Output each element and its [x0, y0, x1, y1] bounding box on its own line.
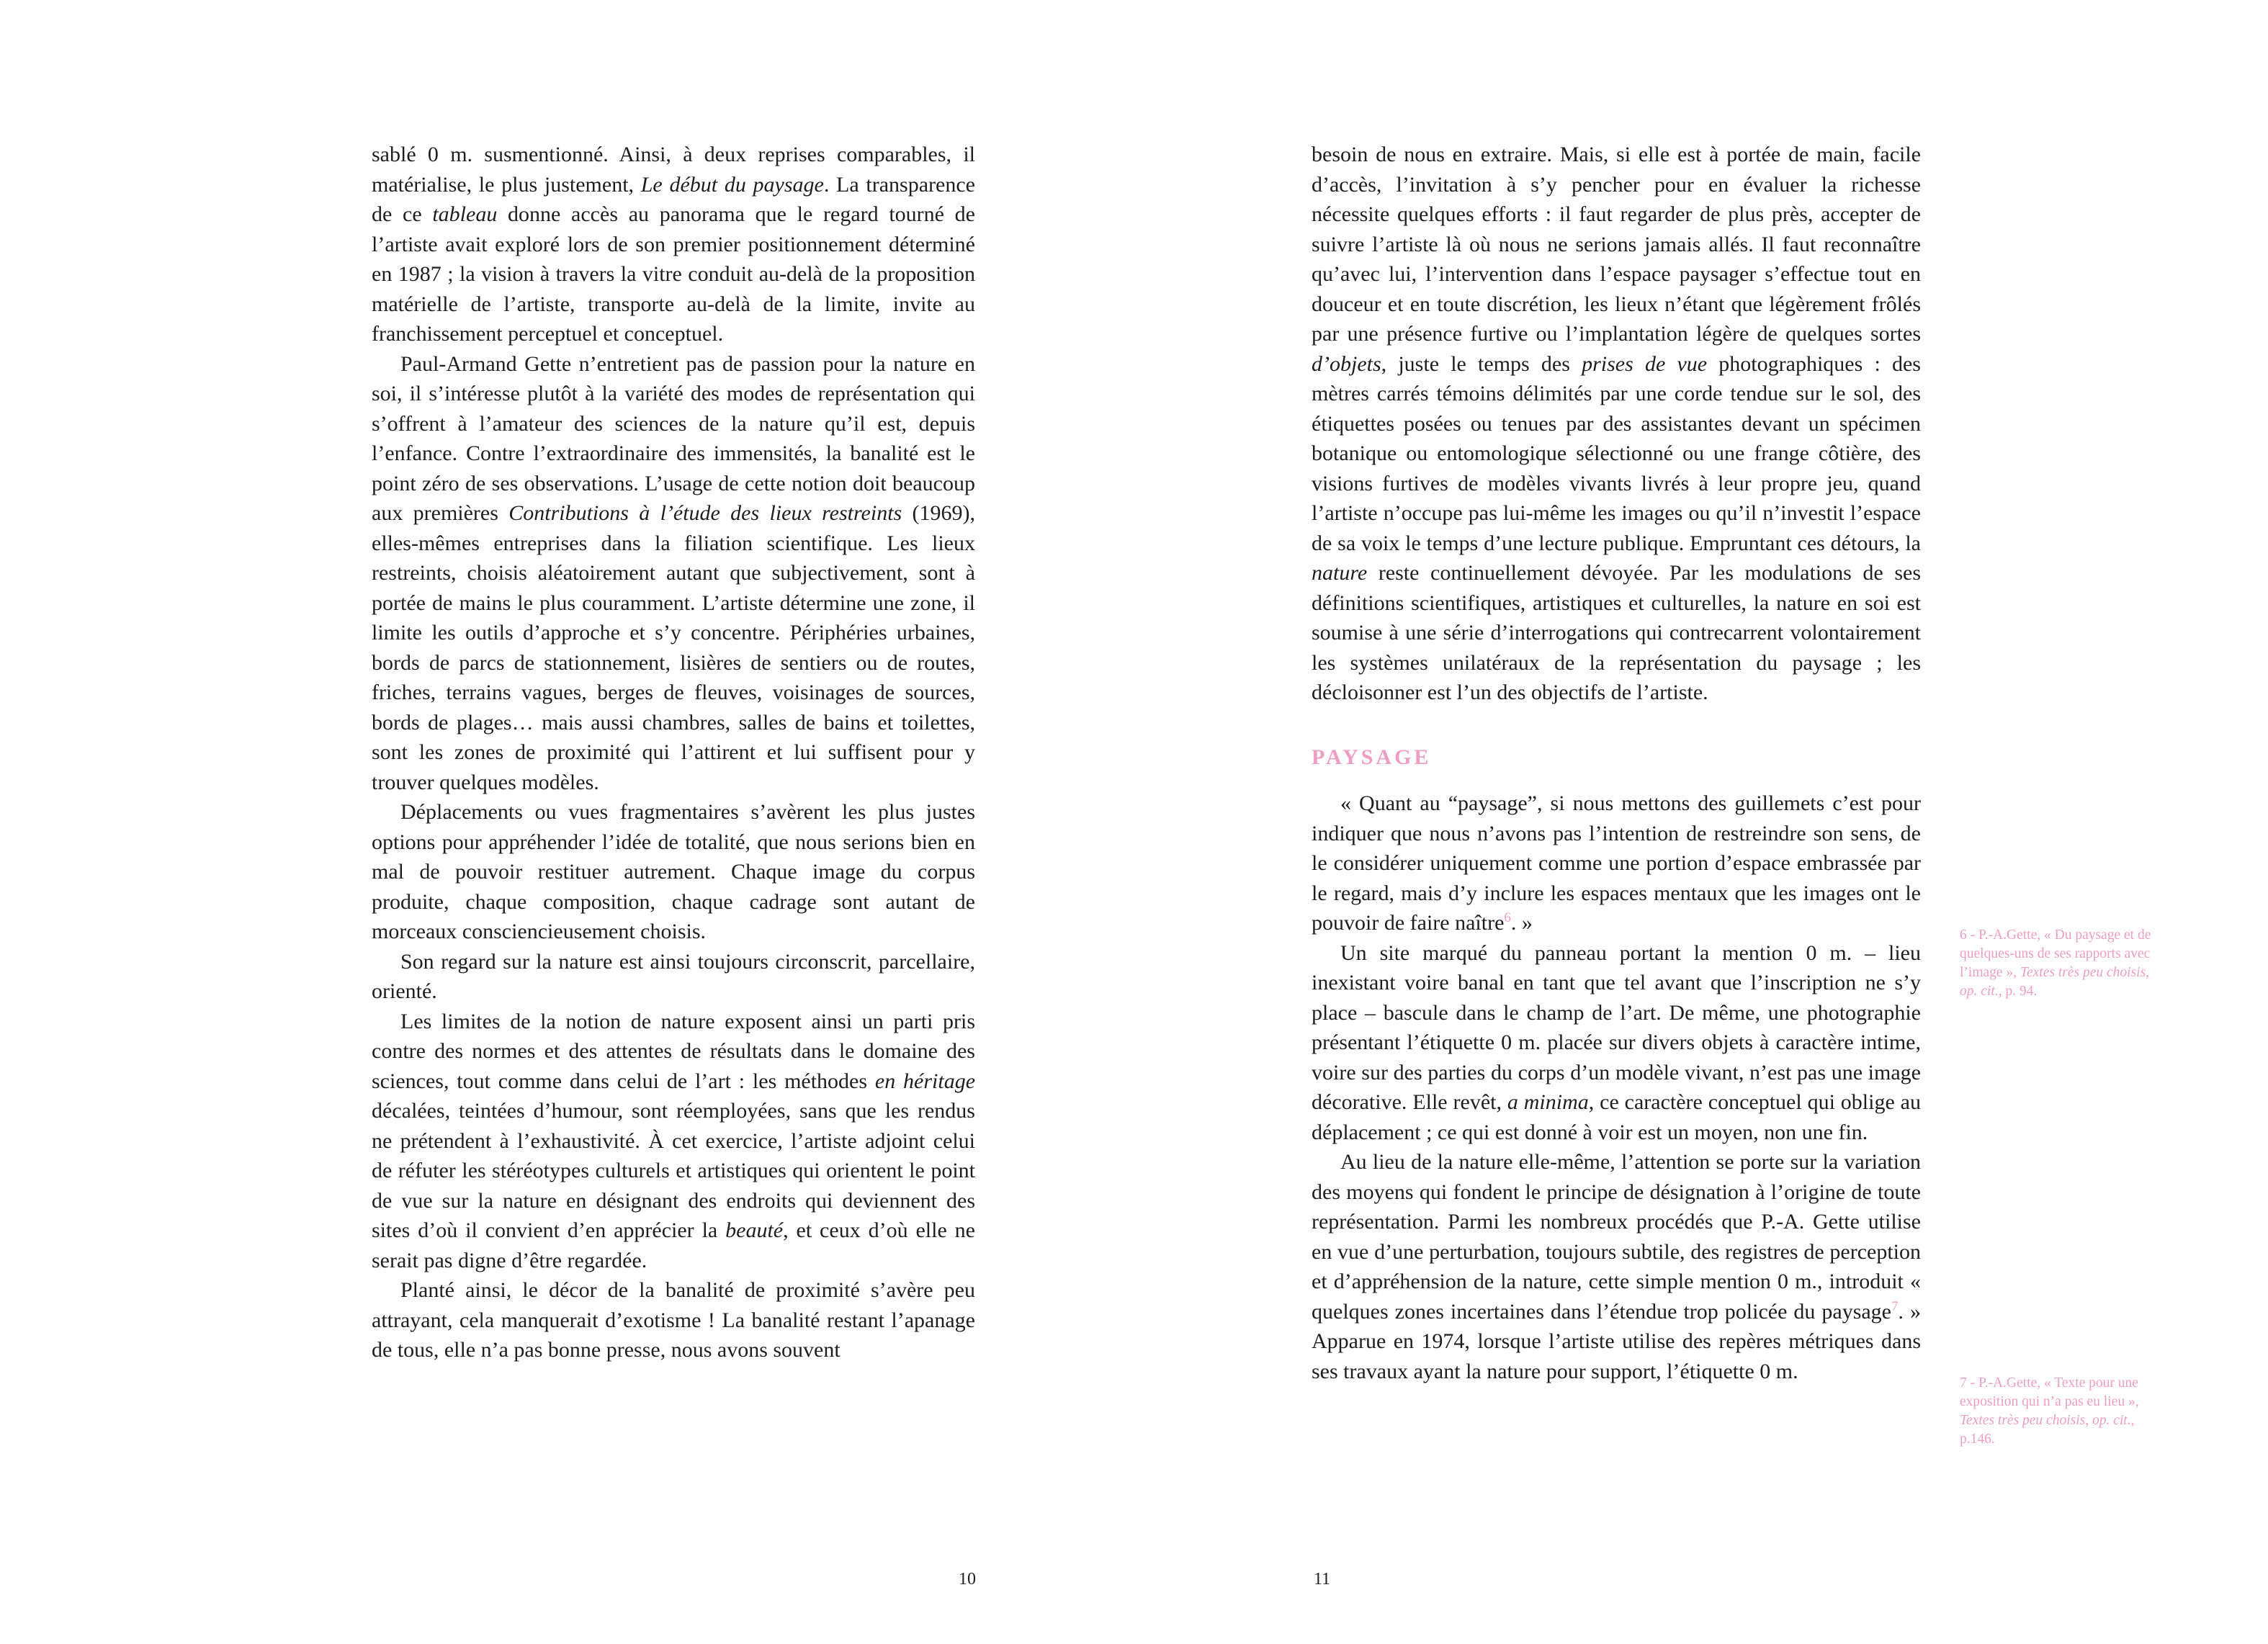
- section-heading-paysage: PAYSAGE: [1312, 745, 1432, 769]
- page-left-text-column: [372, 140, 975, 1365]
- page-number-left: 10: [959, 1570, 976, 1589]
- page-right-lower-paragraphs: [1312, 789, 1921, 1386]
- page-number-right: 11: [1314, 1570, 1331, 1589]
- page-right-text-column: [1312, 140, 1921, 1386]
- paragraph: sablé 0 m. susmentionné. Ainsi, à deux reprises comparables, il matérialise, le plus justement, Le début du paysage. La transparence de ce tableau donne accès au panorama que le regard tourné de l’artiste avait exploré lors de son premier positionnement déterminé en 1987 ; la vision à travers la vitre conduit au-delà de la proposition matérielle de l’artiste, transporte au-delà de la limite, invite au franchissement perceptuel et conceptuel.: [372, 143, 975, 346]
- paragraph: Paul-Armand Gette n’entretient pas de passion pour la nature en soi, il s’intéresse plutôt à la variété des modes de représentation qui s’offrent à l’amateur des sciences de la nature qu’il est, depuis l’enfance. Contre l’extraordinaire des immensités, la banalité est le point zéro de ses observations. L’usage de cette notion doit beaucoup aux premières Contributions à l’étude des lieux restreints (1969), elles-mêmes entreprises dans la filiation scientifique. Les lieux restreints, choisis aléatoirement autant que subjectivement, sont à portée de mains le plus couramment. L’artiste détermine une zone, il limite les outils d’approche et s’y concentre. Périphéries urbaines, bords de parcs de stationnement, lisières de sentiers ou de routes, friches, terrains vagues, berges de fleuves, voisinages de sources, bords de plages… mais aussi chambres, salles de bains et toilettes, sont les zones de proximité qui l’attirent et lui suffisent pour y trouver quelques modèles.: [372, 351, 976, 794]
- note-reference: 6: [1504, 910, 1511, 925]
- paragraph: Déplacements ou vues fragmentaires s’avèrent les plus justes options pour appréhender l’idée de totalité, que nous serions bien en mal de pouvoir restituer autrement. Chaque image du corpus produite, chaque composition, chaque cadrage sont autant de morceaux consciencieusement choisis.: [372, 800, 975, 943]
- margin-footnote-6: 6 - P.-A.Gette, « Du paysage et de quelques-uns de ses rapports avec l’image », Textes très peu choisis, op. cit., p. 94.: [1960, 927, 2151, 999]
- paragraph: Au lieu de la nature elle-même, l’attention se porte sur la variation des moyens qui fondent le principe de désignation à l’origine de toute représentation. Parmi les nombreux procédés que P.-A. Gette utilise en vue d’une perturbation, toujours subtile, des registres de perception et d’appréhension de la nature, cette simple mention 0 m., introduit « quelques zones incertaines dans l’étendue trop policée du paysage$^7$. » Apparue en 1974, lorsque l’artiste utilise des repères métriques dans ses travaux ayant la nature pour support, l’étiquette 0 m.: [1312, 1150, 1921, 1383]
- note-reference: 7: [1891, 1298, 1899, 1314]
- page-right-upper-paragraphs: [1312, 140, 1921, 708]
- margin-footnote-7: 7 - P.-A.Gette, « Texte pour une exposition qui n’a pas eu lieu », Textes très peu choisis, op. cit., p.146.: [1960, 1375, 2139, 1447]
- paragraph: Son regard sur la nature est ainsi toujours circonscrit, parcellaire, orienté.: [372, 949, 975, 1003]
- paragraph: besoin de nous en extraire. Mais, si elle est à portée de main, facile d’accès, l’invitation à s’y pencher pour en évaluer la richesse nécessite quelques efforts : il faut regarder de plus près, accepter de suivre l’artiste là où nous ne serions jamais allés. Il faut reconnaître qu’avec lui, l’intervention dans l’espace paysager s’effectue tout en douceur et en toute discrétion, les lieux n’étant que légèrement frôlés par une présence furtive ou l’implantation légère de quelques sortes d’objets, juste le temps des prises de vue photographiques : des mètres carrés témoins délimités par une corde tendue sur le sol, des étiquettes posées ou tenues par des assistantes devant un spécimen botanique ou entomologique sélectionné ou une frange côtière, des visions furtives de modèles vivants livrés à leur propre jeu, quand l’artiste n’occupe pas lui-même les images ou qu’il n’investit l’espace de sa voix le temps d’une lecture publique. Empruntant ces détours, la nature reste continuellement dévoyée. Par les modulations de ses définitions scientifiques, artistiques et culturelles, la nature en soi est soumise à une série d’interrogations qui contrecarrent volontairement les systèmes unilatéraux de la représentation du paysage ; les décloisonner est l’un des objectifs de l’artiste.: [1312, 143, 1921, 704]
- paragraph: Planté ainsi, le décor de la banalité de proximité s’avère peu attrayant, cela manquerait d’exotisme ! La banalité restant l’apanage de tous, elle n’a pas bonne presse, nous avons souvent: [372, 1278, 975, 1362]
- paragraph: Les limites de la notion de nature exposent ainsi un parti pris contre des normes et des attentes de résultats dans le domaine des sciences, tout comme dans celui de l’art : les méthodes en héritage décalées, teintées d’humour, sont réemployées, sans que les rendus ne prétendent à l’exhaustivité. À cet exercice, l’artiste adjoint celui de réfuter les stéréotypes culturels et artistiques qui orientent le point de vue sur la nature en désignant des endroits qui deviennent des sites d’où il convient d’en apprécier la beauté, et ceux d’où elle ne serait pas digne d’être regardée.: [372, 1009, 976, 1272]
- paragraph: « Quant au “paysage”, si nous mettons des guillemets c’est pour indiquer que nous n’avons pas l’intention de restreindre son sens, de le considérer uniquement comme une portion d’espace embrassée par le regard, mais d’y inclure les espaces mentaux que les images ont le pouvoir de faire naître$^6$. »: [1312, 791, 1921, 935]
- paragraph: Un site marqué du panneau portant la mention 0 m. – lieu inexistant voire banal en tant que tel avant que l’inscription ne s’y place – bascule dans le champ de l’art. De même, une photographie présentant l’étiquette 0 m. placée sur divers objets à caractère intime, voire sur des parties du corps d’un modèle vivant, n’est pas une image décorative. Elle revêt, a minima, ce caractère conceptuel qui oblige au déplacement ; ce qui est donné à voir est un moyen, non une fin.: [1312, 940, 1921, 1144]
